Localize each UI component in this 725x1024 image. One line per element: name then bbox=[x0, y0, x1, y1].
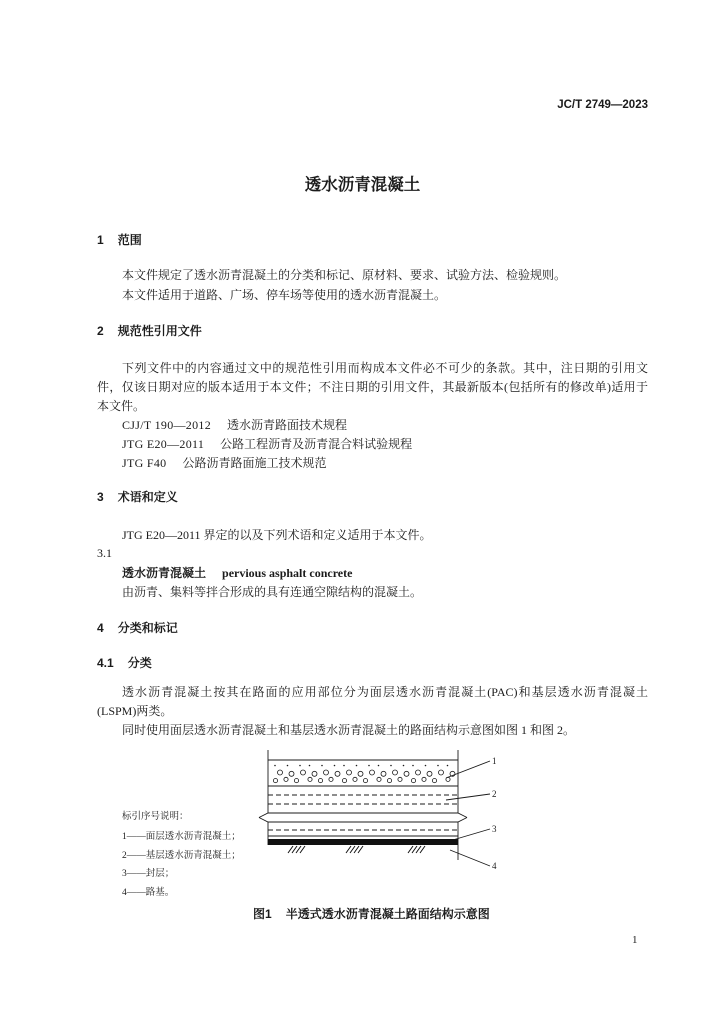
aggregate-particle bbox=[289, 771, 294, 776]
section-2-heading bbox=[97, 323, 202, 339]
figure-1-caption bbox=[253, 906, 490, 922]
aggregate-particle bbox=[447, 765, 449, 767]
section-4-title: 分类和标记 bbox=[117, 621, 178, 635]
section-3-title: 术语和定义 bbox=[117, 490, 178, 504]
reference-code: CJJ/T 190—2012 bbox=[122, 418, 211, 432]
aggregate-particle bbox=[274, 765, 276, 767]
subsection-4-1-heading bbox=[97, 655, 152, 671]
aggregate-particle bbox=[358, 771, 363, 776]
normative-reference bbox=[122, 455, 326, 471]
aggregate-particle bbox=[273, 779, 277, 783]
callout-3-label: 3 bbox=[492, 824, 497, 834]
seal-layer-band bbox=[268, 839, 458, 845]
aggregate-particle bbox=[284, 777, 288, 781]
aggregate-particle bbox=[393, 770, 398, 775]
aggregate-pattern bbox=[273, 765, 455, 783]
aggregate-particle bbox=[343, 765, 345, 767]
aggregate-particle bbox=[377, 777, 381, 781]
term-number: 3.1 bbox=[97, 546, 112, 560]
callout-1-leader bbox=[446, 761, 490, 778]
figure-legend-item: 3——封层； bbox=[122, 869, 175, 879]
aggregate-particle bbox=[335, 771, 340, 776]
figure-legend-title: 标引序号说明： bbox=[122, 812, 189, 822]
aggregate-particle bbox=[353, 777, 357, 781]
aggregate-particle bbox=[432, 779, 436, 783]
section-3-heading bbox=[97, 489, 178, 505]
section-1-number: 1 bbox=[97, 233, 104, 247]
normative-reference bbox=[122, 417, 347, 433]
aggregate-particle bbox=[308, 777, 312, 781]
aggregate-particle bbox=[294, 779, 298, 783]
document-code-header: JC/T 2749—2023 bbox=[557, 99, 648, 111]
term-entry bbox=[122, 565, 352, 581]
section-2-intro-line: 件，仅该日期对应的版本适用于本文件；不注日期的引用文件，其最新版本(包括所有的修改单)适用于 bbox=[97, 380, 648, 394]
classification-paragraph-line: 透水沥青混凝土按其在路面的应用部位分为面层透水沥青混凝土(PAC)和基层透水沥青混凝土 bbox=[122, 685, 648, 699]
aggregate-particle bbox=[425, 765, 427, 767]
aggregate-particle bbox=[437, 765, 439, 767]
section-4-number: 4 bbox=[97, 621, 104, 635]
section-2-number: 2 bbox=[97, 324, 104, 338]
figure-legend-item: 1——面层透水沥青混凝土； bbox=[122, 832, 241, 842]
aggregate-particle bbox=[309, 765, 311, 767]
break-line-bottom bbox=[259, 818, 467, 823]
aggregate-particle bbox=[422, 777, 426, 781]
section-4-heading bbox=[97, 620, 178, 636]
aggregate-particle bbox=[446, 777, 450, 781]
figure-legend-item: 4——路基。 bbox=[122, 888, 175, 898]
section-1-paragraph: 本文件规定了透水沥青混凝土的分类和标记、原材料、要求、试验方法、检验规则。 bbox=[122, 268, 567, 282]
term-chinese: 透水沥青混凝土 bbox=[122, 566, 207, 580]
section-1-heading bbox=[97, 232, 142, 248]
subsection-4-1-number: 4.1 bbox=[97, 656, 114, 670]
figure-1-pavement-structure-diagram bbox=[250, 745, 510, 875]
aggregate-particle bbox=[411, 779, 415, 783]
aggregate-particle bbox=[324, 770, 329, 775]
figure-reference-paragraph: 同时使用面层透水沥青混凝土和基层透水沥青混凝土的路面结构示意图如图 1 和图 2。 bbox=[122, 723, 576, 737]
aggregate-particle bbox=[398, 777, 402, 781]
figure-legend-item: 2——基层透水沥青混凝土； bbox=[122, 851, 241, 861]
aggregate-particle bbox=[356, 765, 358, 767]
term-definition: 由沥青、集料等拌合形成的具有连通空隙结构的混凝土。 bbox=[122, 585, 423, 599]
reference-code: JTG F40 bbox=[122, 456, 167, 470]
aggregate-particle bbox=[370, 770, 375, 775]
callout-1-label: 1 bbox=[492, 756, 497, 766]
classification-paragraph-line: (LSPM)两类。 bbox=[97, 704, 173, 718]
diagram-lines bbox=[259, 750, 490, 866]
aggregate-particle bbox=[403, 765, 405, 767]
section-2-intro-line: 本文件。 bbox=[97, 399, 146, 413]
aggregate-particle bbox=[287, 765, 289, 767]
aggregate-particle bbox=[301, 770, 306, 775]
subgrade-hatching bbox=[288, 846, 425, 853]
section-2-intro-line: 下列文件中的内容通过文中的规范性引用而构成本文件必不可少的条款。其中，注日期的引用文 bbox=[122, 361, 648, 375]
aggregate-particle bbox=[321, 765, 323, 767]
aggregate-particle bbox=[381, 771, 386, 776]
page-number: 1 bbox=[632, 934, 638, 946]
aggregate-particle bbox=[439, 770, 444, 775]
aggregate-particle bbox=[278, 770, 283, 775]
section-1-paragraph: 本文件适用于道路、广场、停车场等使用的透水沥青混凝土。 bbox=[122, 288, 447, 302]
reference-title: 公路沥青路面施工技术规范 bbox=[182, 456, 327, 470]
callout-4-label: 4 bbox=[492, 861, 497, 871]
aggregate-particle bbox=[404, 771, 409, 776]
aggregate-particle bbox=[299, 765, 301, 767]
aggregate-particle bbox=[427, 771, 432, 776]
break-line-top bbox=[259, 813, 467, 818]
aggregate-particle bbox=[387, 779, 391, 783]
normative-reference bbox=[122, 436, 412, 452]
reference-title: 公路工程沥青及沥青混合料试验规程 bbox=[220, 437, 413, 451]
aggregate-particle bbox=[378, 765, 380, 767]
document-title: 透水沥青混凝土 bbox=[304, 176, 421, 194]
reference-title: 透水沥青路面技术规程 bbox=[227, 418, 348, 432]
section-2-title: 规范性引用文件 bbox=[117, 324, 202, 338]
aggregate-particle bbox=[347, 770, 352, 775]
figure-caption-number: 图1 bbox=[253, 907, 272, 921]
aggregate-particle bbox=[312, 771, 317, 776]
subsection-4-1-title: 分类 bbox=[127, 656, 152, 670]
aggregate-particle bbox=[334, 765, 336, 767]
aggregate-particle bbox=[342, 779, 346, 783]
aggregate-particle bbox=[368, 765, 370, 767]
aggregate-particle bbox=[412, 765, 414, 767]
aggregate-particle bbox=[329, 777, 333, 781]
reference-code: JTG E20—2011 bbox=[122, 437, 205, 451]
callout-4-leader bbox=[450, 850, 490, 866]
term-english: pervious asphalt concrete bbox=[222, 566, 353, 580]
figure-caption-text: 半透式透水沥青混凝土路面结构示意图 bbox=[285, 907, 490, 921]
aggregate-particle bbox=[318, 779, 322, 783]
aggregate-particle bbox=[390, 765, 392, 767]
section-3-number: 3 bbox=[97, 490, 104, 504]
aggregate-particle bbox=[363, 779, 367, 783]
section-3-intro: JTG E20—2011 界定的以及下列术语和定义适用于本文件。 bbox=[122, 528, 432, 542]
callout-2-label: 2 bbox=[492, 789, 497, 799]
section-1-title: 范围 bbox=[117, 233, 142, 247]
aggregate-particle bbox=[416, 770, 421, 775]
